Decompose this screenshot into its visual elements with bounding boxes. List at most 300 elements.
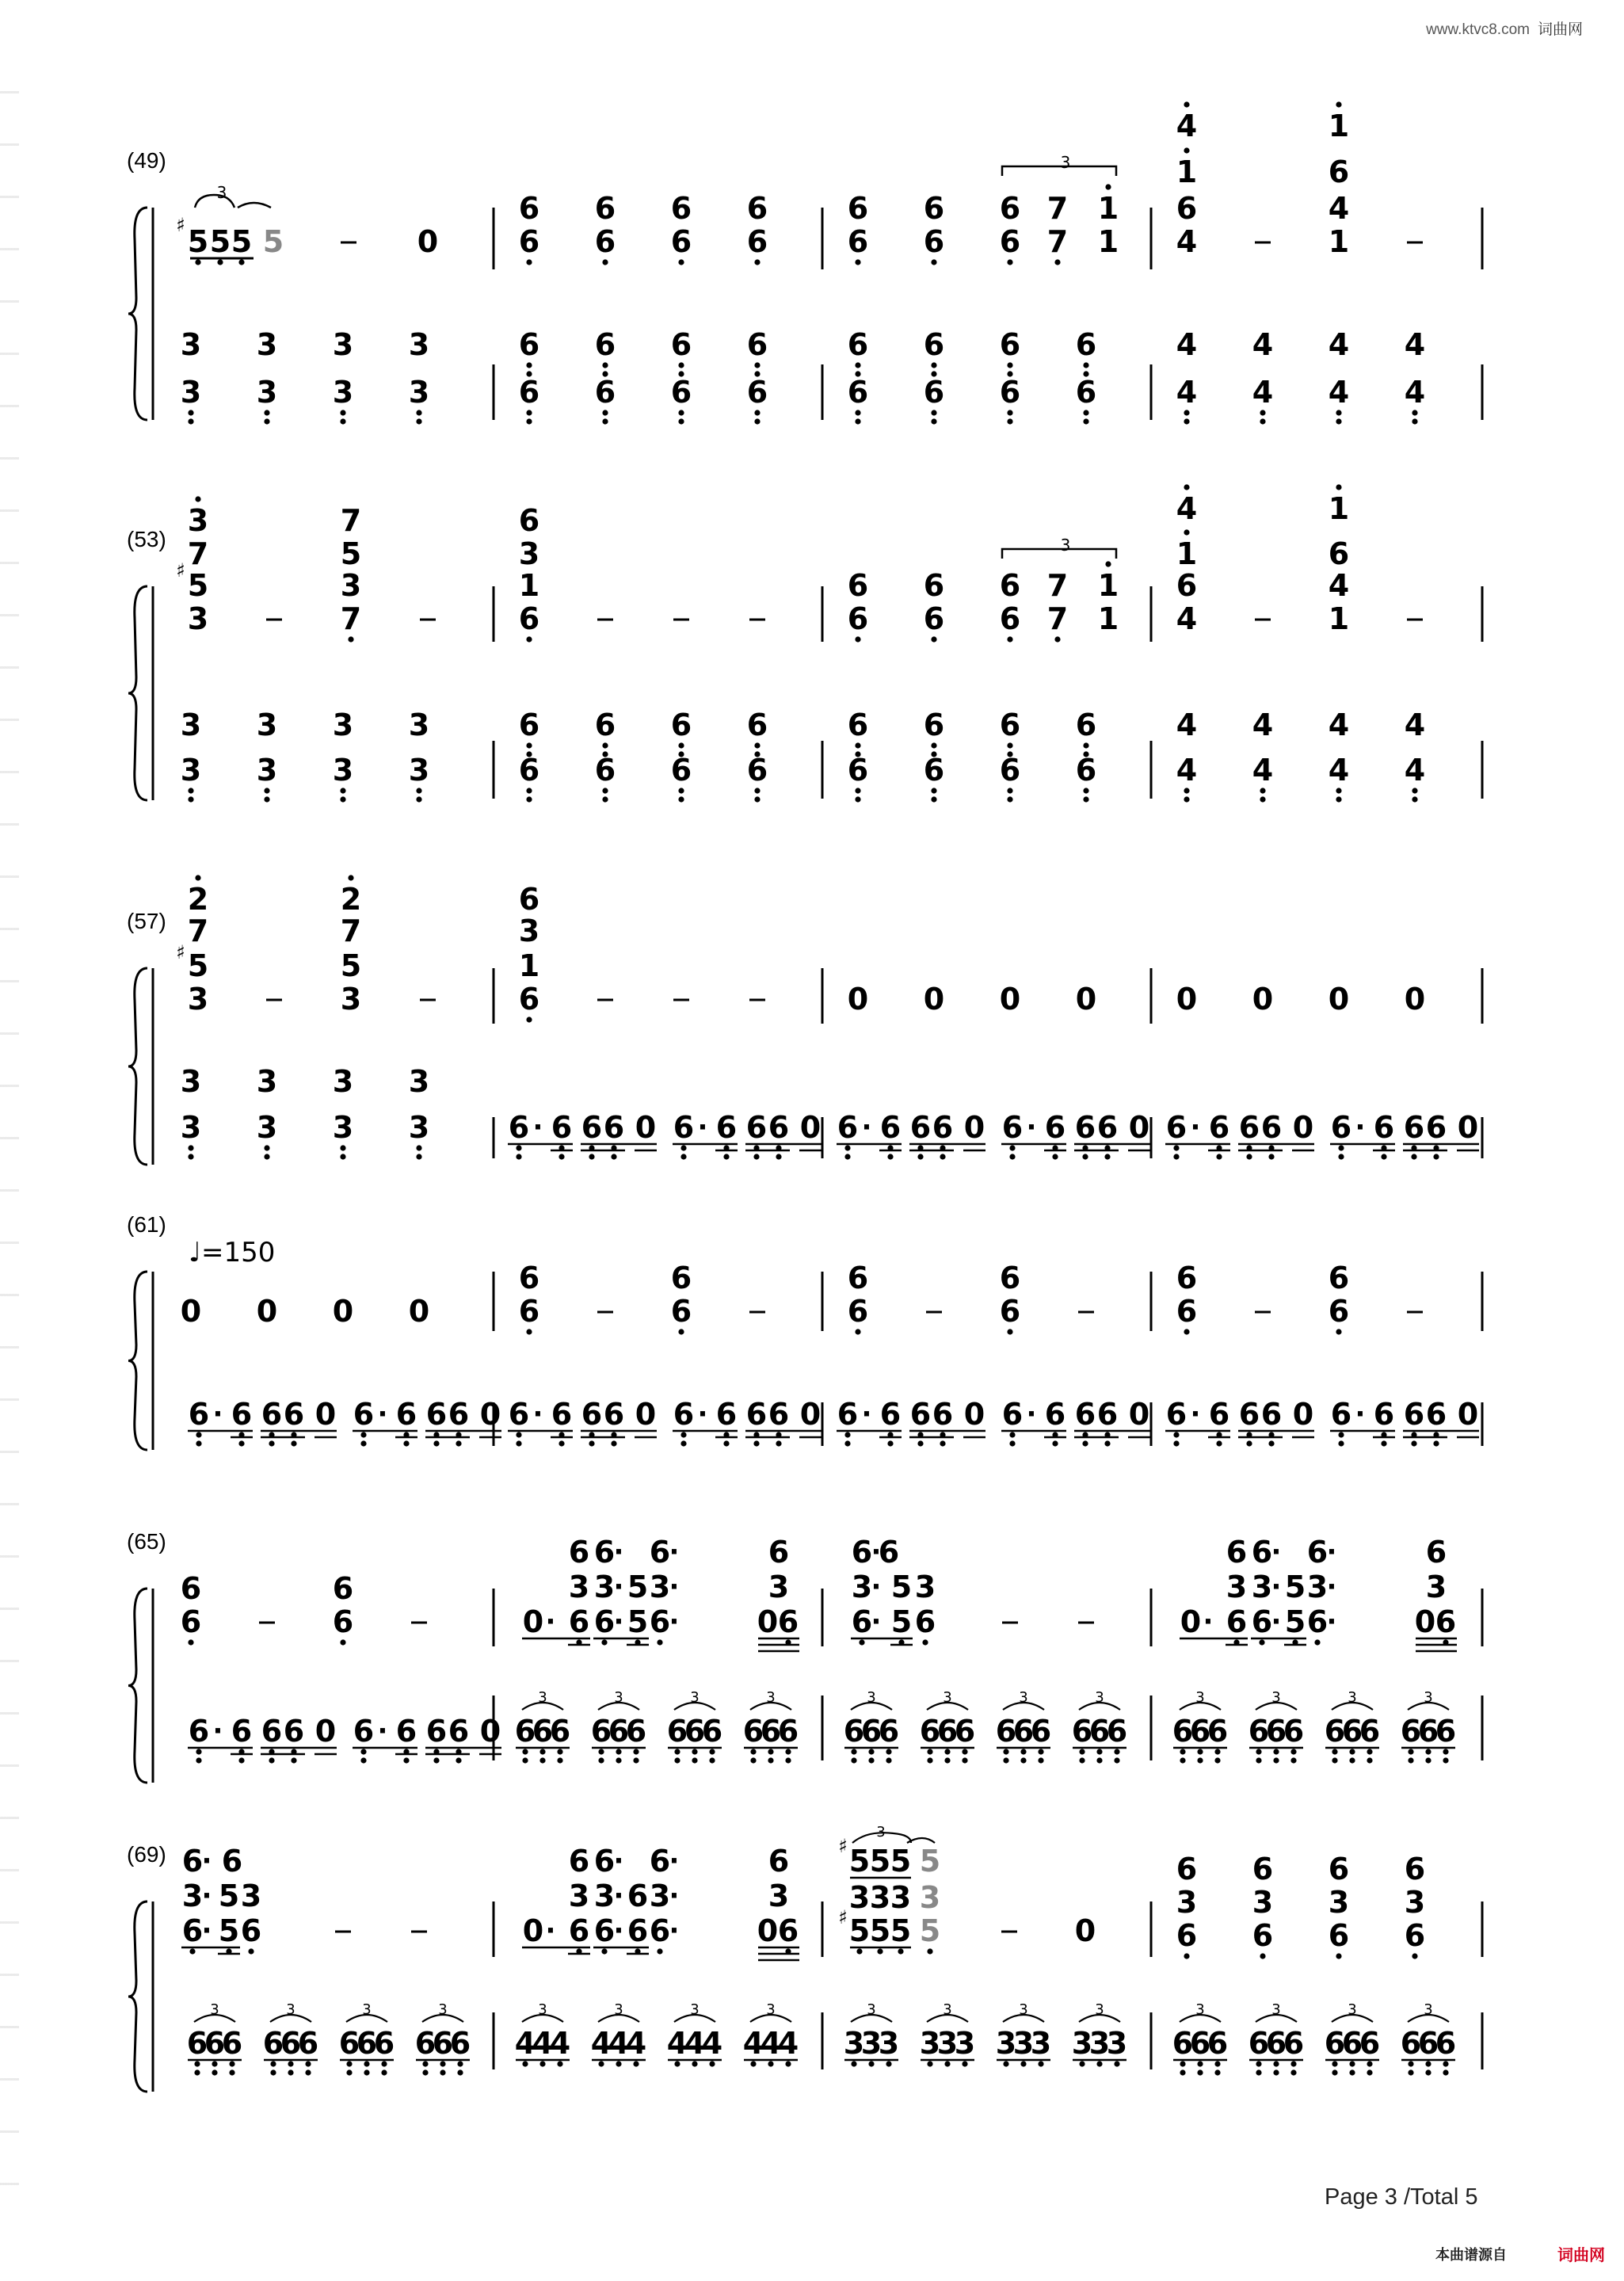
low-octave-dot	[364, 2069, 369, 2075]
low-octave-dot	[526, 362, 532, 368]
note: 6	[551, 1397, 573, 1432]
note: 6	[1096, 1110, 1119, 1145]
low-octave-dot	[229, 2061, 234, 2066]
low-octave-dot	[844, 1145, 850, 1150]
note: 6	[860, 1714, 883, 1749]
low-octave-dot	[940, 1440, 945, 1446]
note: 6	[518, 191, 540, 226]
low-octave-dot	[217, 259, 223, 265]
note: 6	[625, 1714, 647, 1749]
note: 6	[593, 1844, 616, 1879]
low-octave-dot	[680, 1145, 686, 1150]
low-octave-dot	[1009, 1145, 1015, 1150]
note: 3	[1252, 1885, 1274, 1920]
note: 6	[923, 568, 945, 603]
note: 0	[757, 1913, 779, 1948]
note: 3	[954, 2026, 976, 2061]
note: 6	[999, 601, 1021, 636]
note: 6	[1252, 1852, 1274, 1886]
low-octave-dot	[188, 1639, 193, 1645]
aug-dot: ·	[669, 1845, 680, 1877]
note: 0	[1128, 1110, 1150, 1145]
low-octave-dot	[1054, 259, 1060, 265]
note: 0	[479, 1397, 501, 1432]
note: 3	[878, 2026, 900, 2061]
low-octave-dot	[1083, 418, 1088, 424]
note: 6	[518, 224, 540, 259]
low-octave-dot	[1412, 796, 1417, 802]
low-octave-dot	[602, 788, 608, 793]
low-octave-dot	[1412, 788, 1417, 793]
note: 6	[1165, 1397, 1188, 1432]
low-octave-dot	[922, 1639, 928, 1645]
note: 1	[1328, 491, 1350, 526]
note: 6	[594, 327, 616, 362]
low-octave-dot	[340, 796, 345, 802]
low-octave-dot	[416, 1154, 421, 1159]
note: 6	[1425, 1110, 1447, 1145]
note: 3	[332, 708, 354, 742]
note: 6	[221, 1844, 243, 1879]
low-octave-dot	[238, 259, 244, 265]
aug-dot: ·	[212, 1398, 223, 1430]
low-octave-dot	[931, 788, 936, 793]
low-octave-dot	[1052, 1154, 1058, 1159]
low-octave-dot	[1408, 1749, 1413, 1754]
tuplet-number: 3	[876, 1824, 886, 1840]
note: 6	[508, 1110, 530, 1145]
note: 6	[670, 708, 692, 742]
low-octave-dot	[1173, 1432, 1179, 1437]
low-octave-dot	[1336, 418, 1341, 424]
low-octave-dot	[1290, 1749, 1296, 1754]
note: 5	[890, 1844, 912, 1879]
note: 3	[240, 1879, 262, 1913]
low-octave-dot	[962, 1757, 967, 1763]
low-octave-dot	[1412, 410, 1417, 415]
low-octave-dot	[1104, 1154, 1110, 1159]
low-octave-dot	[456, 1440, 461, 1446]
site-url: www.ktvc8.com	[1426, 21, 1530, 38]
note: 6	[532, 1714, 554, 1749]
note: 0	[1075, 982, 1097, 1017]
low-octave-dot	[611, 1154, 616, 1159]
low-octave-dot	[868, 1757, 874, 1763]
low-octave-dot	[1180, 1749, 1185, 1754]
low-octave-dot	[855, 796, 860, 802]
note: 6	[909, 1110, 932, 1145]
note: 5	[262, 224, 284, 259]
note: 6	[919, 1714, 941, 1749]
note: 6	[1172, 1714, 1194, 1749]
note: 3	[593, 1879, 616, 1913]
aug-dot: ·	[1326, 1606, 1337, 1638]
low-octave-dot	[196, 1757, 201, 1763]
note: 3	[593, 1570, 616, 1604]
note: 3	[919, 2026, 941, 2061]
note: 3	[1012, 2026, 1035, 2061]
low-octave-dot	[692, 2061, 697, 2066]
low-octave-dot	[856, 1948, 862, 1954]
low-octave-dot	[360, 1440, 366, 1446]
note: 0	[522, 1604, 544, 1639]
note: 3	[1425, 1570, 1447, 1604]
low-octave-dot	[1180, 2061, 1185, 2066]
low-octave-dot	[516, 1145, 521, 1150]
note: 6	[280, 2026, 302, 2061]
note: 6	[715, 1110, 738, 1145]
note: 6	[670, 1294, 692, 1329]
aug-dot: ·	[1271, 1571, 1282, 1603]
note: 6	[1260, 1110, 1283, 1145]
low-octave-dot	[598, 1749, 604, 1754]
note: 6	[1435, 1714, 1457, 1749]
note: 6	[518, 753, 540, 788]
note: 6	[353, 1397, 375, 1432]
note: 2	[340, 882, 362, 917]
low-octave-dot	[709, 2061, 715, 2066]
note: 4	[1404, 327, 1426, 362]
note: 6	[262, 2026, 284, 2061]
aug-dot: ·	[1355, 1112, 1366, 1143]
note: 7	[340, 503, 362, 538]
low-octave-dot	[692, 1757, 697, 1763]
low-octave-dot	[346, 2061, 352, 2066]
note: 3	[187, 982, 209, 1017]
low-octave-dot	[851, 1757, 856, 1763]
note: 2	[187, 882, 209, 917]
low-octave-dot	[657, 1948, 662, 1954]
note: 6	[999, 568, 1021, 603]
note: 3	[180, 753, 202, 788]
aug-dot: ·	[613, 1606, 624, 1638]
low-octave-dot	[433, 1757, 439, 1763]
low-octave-dot	[1381, 1154, 1386, 1159]
low-octave-dot	[1082, 1154, 1088, 1159]
note: 3	[180, 1110, 202, 1145]
aug-dot: ·	[201, 1915, 212, 1947]
low-octave-dot	[1273, 2069, 1279, 2075]
note: 5	[187, 568, 209, 603]
note: 4	[1404, 708, 1426, 742]
note: 6	[914, 1604, 936, 1639]
note: 4	[1328, 191, 1350, 226]
aug-dot: ·	[201, 1845, 212, 1877]
note: 6	[1074, 1110, 1096, 1145]
tuplet-number: 3	[690, 1689, 700, 1706]
note: 0	[1328, 982, 1350, 1017]
note: 6	[1425, 1535, 1447, 1570]
note: 6	[593, 1535, 616, 1570]
note: 6	[1075, 327, 1097, 362]
low-octave-dot	[602, 418, 608, 424]
note: 4	[1404, 375, 1426, 410]
low-octave-dot	[1273, 2061, 1279, 2066]
note: 5	[919, 1844, 941, 1879]
note: 6	[999, 191, 1021, 226]
note: 3	[568, 1570, 590, 1604]
note: 6	[1324, 1714, 1346, 1749]
low-octave-dot	[360, 1749, 366, 1754]
low-octave-dot	[1096, 1749, 1102, 1754]
low-octave-dot	[674, 1757, 680, 1763]
note: 6	[879, 1397, 902, 1432]
note: 5	[890, 1604, 913, 1639]
note: 6	[923, 375, 945, 410]
note: 6	[954, 1714, 976, 1749]
note: 6	[1001, 1110, 1024, 1145]
low-octave-dot	[709, 1757, 715, 1763]
note: 6	[1165, 1110, 1188, 1145]
low-octave-dot	[1268, 1440, 1274, 1446]
low-octave-dot	[539, 1749, 545, 1754]
low-octave-dot	[962, 1749, 967, 1754]
note: 6	[1238, 1397, 1260, 1432]
measure-number: (69)	[127, 1842, 166, 1867]
note: 6	[923, 601, 945, 636]
low-octave-dot	[1184, 410, 1189, 415]
note: 6	[594, 375, 616, 410]
low-octave-dot	[868, 1749, 874, 1754]
note: 6	[847, 601, 869, 636]
note: 3	[340, 568, 362, 603]
low-octave-dot	[270, 2069, 276, 2075]
note: 6	[999, 708, 1021, 742]
note: 6	[1176, 1261, 1198, 1295]
note: 6	[593, 1604, 616, 1639]
note: 7	[340, 914, 362, 948]
low-octave-dot	[340, 418, 345, 424]
note: 3	[1306, 1570, 1329, 1604]
note: 6	[186, 2026, 208, 2061]
note: 6	[1044, 1397, 1066, 1432]
low-octave-dot	[422, 2069, 428, 2075]
note: 6	[414, 2026, 436, 2061]
note: 6	[1330, 1397, 1352, 1432]
low-octave-dot	[1180, 1757, 1185, 1763]
low-octave-dot	[1411, 1440, 1416, 1446]
note: 4	[1176, 375, 1198, 410]
low-octave-dot	[1408, 2061, 1413, 2066]
low-octave-dot	[188, 1154, 193, 1159]
note: 6	[1404, 1852, 1426, 1886]
note: 6	[999, 753, 1021, 788]
low-octave-dot	[616, 1757, 621, 1763]
note: 6	[923, 753, 945, 788]
note: 6	[649, 1604, 671, 1639]
low-octave-dot	[269, 1440, 274, 1446]
note: 6	[1044, 1110, 1066, 1145]
low-octave-dot	[1184, 788, 1189, 793]
note: 6	[847, 1294, 869, 1329]
low-octave-dot	[557, 1749, 562, 1754]
note: 6	[777, 1714, 799, 1749]
low-octave-dot	[188, 788, 193, 793]
note: 6	[1248, 1714, 1270, 1749]
note: 0	[522, 1913, 544, 1948]
note: 6	[666, 1714, 688, 1749]
note: 6	[594, 753, 616, 788]
note: 6	[909, 1397, 932, 1432]
low-octave-dot	[1290, 2061, 1296, 2066]
note: 6	[1359, 2026, 1381, 2061]
note: 0	[1180, 1604, 1202, 1639]
tuplet-number: 3	[1019, 1689, 1028, 1706]
note: 4	[1328, 375, 1350, 410]
note: 0	[1292, 1397, 1314, 1432]
note: 6	[188, 1714, 210, 1749]
note: 6	[627, 1879, 649, 1913]
low-octave-dot	[1256, 1749, 1261, 1754]
note: 6	[425, 1714, 448, 1749]
note: 4	[760, 2026, 782, 2061]
low-octave-dot	[1184, 418, 1189, 424]
low-octave-dot	[768, 2061, 773, 2066]
low-octave-dot	[440, 2069, 445, 2075]
note: 0	[1292, 1110, 1314, 1145]
aug-dot: ·	[613, 1915, 624, 1947]
low-octave-dot	[188, 1145, 193, 1150]
low-octave-dot	[589, 1154, 594, 1159]
note: 4	[1176, 708, 1198, 742]
tuplet-number: 3	[538, 1689, 547, 1706]
low-octave-dot	[678, 788, 684, 793]
note: 6	[851, 1604, 873, 1639]
note: 1	[518, 568, 540, 603]
tempo-mark: ♩=150	[189, 1237, 276, 1268]
note: 6	[923, 327, 945, 362]
low-octave-dot	[1007, 418, 1012, 424]
low-octave-dot	[340, 1639, 345, 1645]
high-octave-dot	[1105, 184, 1111, 189]
low-octave-dot	[1173, 1145, 1179, 1150]
note: 4	[625, 2026, 647, 2061]
note: 6	[649, 1913, 671, 1948]
note: 6	[760, 1714, 782, 1749]
aug-dot: ·	[697, 1112, 708, 1143]
tuplet-number: 3	[216, 183, 227, 202]
note: 6	[847, 1261, 869, 1295]
low-octave-dot	[844, 1432, 850, 1437]
note: 1	[1328, 601, 1350, 636]
low-octave-dot	[1197, 1757, 1203, 1763]
low-octave-dot	[433, 1440, 439, 1446]
low-octave-dot	[1197, 2069, 1203, 2075]
note: 6	[627, 1913, 649, 1948]
low-octave-dot	[1338, 1154, 1344, 1159]
note: 6	[1283, 2026, 1305, 2061]
note: 3	[649, 1570, 671, 1604]
note: 6	[1359, 1714, 1381, 1749]
note: 6	[923, 191, 945, 226]
note: 6	[568, 1604, 590, 1639]
note: 5	[218, 1913, 240, 1948]
low-octave-dot	[526, 788, 532, 793]
aug-dot: ·	[669, 1536, 680, 1568]
note: 6	[1207, 2026, 1229, 2061]
note: 6	[188, 1397, 210, 1432]
low-octave-dot	[558, 1440, 564, 1446]
low-octave-dot	[754, 259, 760, 265]
note: 6	[180, 1604, 202, 1639]
low-octave-dot	[1332, 1749, 1337, 1754]
note: 6	[518, 882, 540, 917]
aug-dot: ·	[212, 1715, 223, 1747]
aug-dot: ·	[871, 1536, 882, 1568]
low-octave-dot	[1216, 1440, 1222, 1446]
low-octave-dot	[229, 2069, 234, 2075]
note: 6	[283, 1714, 305, 1749]
low-octave-dot	[238, 1440, 244, 1446]
note: 6	[847, 375, 869, 410]
aug-dot: ·	[1190, 1112, 1201, 1143]
low-octave-dot	[877, 1948, 883, 1954]
low-octave-dot	[416, 796, 421, 802]
low-octave-dot	[403, 1757, 409, 1763]
low-octave-dot	[678, 410, 684, 415]
note: 6	[1075, 375, 1097, 410]
low-octave-dot	[1020, 2061, 1026, 2066]
low-octave-dot	[1009, 1440, 1015, 1446]
note: 5	[919, 1913, 941, 1948]
low-octave-dot	[346, 2069, 352, 2075]
note: 5	[627, 1570, 649, 1604]
low-octave-dot	[557, 1757, 562, 1763]
note: 6	[746, 191, 768, 226]
tuplet-number: 3	[1060, 536, 1071, 555]
low-octave-dot	[1443, 1749, 1448, 1754]
note: 3	[256, 327, 278, 362]
note: 6	[715, 1397, 738, 1432]
low-octave-dot	[364, 2061, 369, 2066]
low-octave-dot	[1349, 1757, 1355, 1763]
note: 6	[603, 1110, 625, 1145]
note: 0	[180, 1294, 202, 1329]
note: 6	[449, 2026, 471, 2061]
note: 3	[1328, 1885, 1350, 1920]
low-octave-dot	[305, 2069, 311, 2075]
note: 6	[518, 375, 540, 410]
note: 7	[187, 536, 209, 571]
note: 7	[340, 601, 362, 636]
low-octave-dot	[750, 1749, 756, 1754]
low-octave-dot	[196, 1440, 201, 1446]
low-octave-dot	[1443, 2061, 1448, 2066]
low-octave-dot	[1425, 2061, 1431, 2066]
low-octave-dot	[526, 1329, 532, 1334]
aug-dot: ·	[1271, 1606, 1282, 1638]
note: 6	[283, 1397, 305, 1432]
low-octave-dot	[1256, 2069, 1261, 2075]
note: 6	[936, 1714, 959, 1749]
note: 6	[1400, 1714, 1422, 1749]
low-octave-dot	[264, 788, 269, 793]
low-octave-dot	[526, 796, 532, 802]
note: 0	[963, 1110, 985, 1145]
note: 6	[684, 1714, 706, 1749]
high-octave-dot	[1184, 101, 1189, 107]
note: 6	[1208, 1397, 1230, 1432]
note: 3	[187, 601, 209, 636]
note: 6	[777, 1604, 799, 1639]
note: 6	[745, 1110, 768, 1145]
aug-dot: ·	[1355, 1398, 1366, 1430]
note: 6	[837, 1397, 859, 1432]
low-octave-dot	[598, 2061, 604, 2066]
low-octave-dot	[1079, 2061, 1085, 2066]
aug-dot: ·	[1190, 1398, 1201, 1430]
note: 6	[670, 327, 692, 362]
